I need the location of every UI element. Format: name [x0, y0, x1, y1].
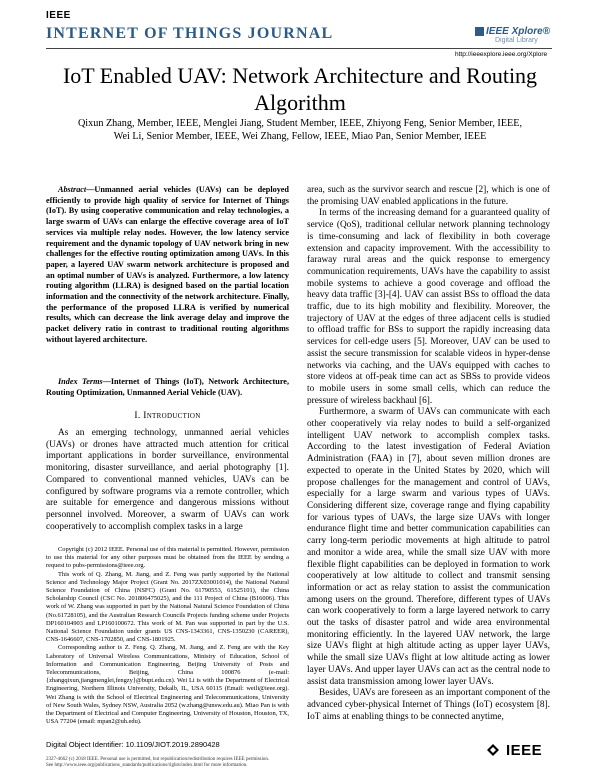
col2-paragraph-4: Besides, UAVs are foreseen as an important component of the advanced cyber-physical Internet of Things (IoT) ecosystem [8]. IoT aims at enabling things to be connected anytime, [307, 688, 550, 722]
abstract-text: —Unmanned aerial vehicles (UAVs) can be deployed efficiently to provide high quality of service for Internet of Things (IoT). By using cooperative communication and relay technologies, a large swarm of UAVs can enlarge the effective coverage area of IoT services via multiple relay nodes. However, the low latency service requirement and the dynamic topology of UAV network bring in new challenges for the effective routing optimization among UAVs. In this paper, a layered UAV swarm network architecture is proposed and an optimal number of UAVs is analyzed. Furthermore, a low latency routing algorithm (LLRA) is designed based on the partial location information and the connectivity of the network architecture. Finally, the performance of the proposed LLRA is verified by numerical results, which can decrease the link average delay and improve the packet delivery ratio in contrast to traditional routing algorithms without layered architecture. [46, 185, 289, 344]
ieee-diamond-icon [487, 744, 499, 756]
ieee-xplore-logo [475, 26, 550, 44]
footnotes [46, 546, 289, 726]
doi: Digital Object Identifier: 10.1109/JIOT.2019.2890428 [46, 740, 220, 749]
header-rule [46, 48, 552, 49]
header-ieee-label: IEEE [46, 10, 71, 21]
right-column [307, 185, 550, 723]
xplore-logo-text: IEEE Xplore® [486, 26, 551, 37]
author-list [46, 117, 554, 143]
col2-paragraph-1: area, such as the survivor search and rescue [2], which is one of the promising UAV enabled applications in the future. [307, 185, 550, 207]
footnote-copyright: Copyright (c) 2012 IEEE. Personal use of this material is permitted. However, permission to use this material for any other purposes must be obtained from the IEEE by sending a request to pubs-permissions@ieee.org. [46, 546, 289, 570]
col2-paragraph-2: In terms of the increasing demand for a guaranteed quality of service (QoS), traditional cellular network planning technology is time-consuming and lack of flexibility in both coverage extension and capacity improvement. With the accessibility to faraway rural areas and the quick response to emergency communication requirements, UAVs have the capability to assist mobile systems to achieve a good coverage and offload the heavy data traffic [3]-[4]. UAV can assist BSs to offload the data traffic, due to its high mobility and flexibility. Moreover, the trajectory of UAV at the edges of three adjacent cells is studied to offload traffic for BSs to support the rapidly increasing data services for cell-edge users [5]. Moreover, UAV can be used to assist the secure transmission for scalable videos in hyper-dense networks via caching, and the UAVs equipped with caches to store videos at off-peak time can act as SBSs to provide videos to mobile users in some small cells, which can reduce the pressure of wireless backhaul [6]. [307, 208, 550, 406]
ieee-logo: IEEE [506, 742, 543, 759]
index-terms-label: Index Terms [58, 377, 103, 386]
footer-line-1: 2327-4662 (c) 2018 IEEE. Personal use is permitted, but republication/redistribution requires IEEE permission. [46, 757, 270, 762]
copyright-footer [46, 757, 366, 769]
footer-line-2: See http://www.ieee.org/publications_standards/publications/rights/index.html for more information. [46, 763, 248, 769]
index-terms-text: —Internet of Things (IoT), Network Architecture, Routing Optimization, Unmanned Aerial Vehicle (UAV). [46, 377, 289, 397]
abstract-label: Abstract [58, 185, 87, 194]
authors-line-1: Qixun Zhang, Member, IEEE, Menglei Jiang, Student Member, IEEE, Zhiyong Feng, Senior Member, IEEE, [77, 118, 523, 129]
xplore-url[interactable]: http://ieeexplore.ieee.org/Xplore [455, 51, 548, 58]
intro-paragraph-1: As an emerging technology, unmanned aerial vehicles (UAVs) or drones have attracted much attention for critical important applications in border surveillance, environmental monitoring, disaster surveillance, and aerial photography [1]. Compared to conventional manned vehicles, UAVs can be configured by software programs via a remote controller, which are suitable for emergence and dangerous missions without personnel involved. Moreover, a swarm of UAVs can work cooperatively to accomplish complex tasks in a large [46, 428, 289, 532]
xplore-subtitle: Digital Library [495, 37, 538, 44]
authors-line-2: Wei Li, Senior Member, IEEE, Wei Zhang, Fellow, IEEE, Miao Pan, Senior Member, IEEE [113, 131, 487, 142]
col2-paragraph-3: Furthermore, a swarm of UAVs can communicate with each other cooperatively via relay nodes to build a self-organized intelligent UAV network to accomplish complex tasks. According to the latest investigation of Federal Aviation Administration (FAA) in [7], about seven million drones are expected to operate in the United States by 2020, which will propose challenges for the management and control of UAVs, especially for a large swarm and various types of UAVs. Considering different size, coverage range and flying capability for various types of UAVs, the large size UAVs with longer endurance flight time and better communication capabilities can carry long-term periodic movements at high altitude to patrol and monitor a wide area, while the small size UAV with more flexible flight capabilities can be deployed in formation to work cooperatively at low altitude to collect and transmit sensing information or act as relay station to assist the communication among users on the ground. Therefore, different types of UAVs can work cooperatively to form a large layered network to carry out the tasks of disaster patrol and wide area environmental monitoring efficiently. In the layered UAV network, the large size UAVs flight at high altitude acting as upper layer UAVs, while the small size UAVs flight at low altitude acting as lower layer UAVs. And upper layer UAVs can act as the central node to assist data transmission among lower layer UAVs. [307, 407, 550, 687]
index-terms [46, 377, 289, 398]
footnote-funding: This work of Q. Zhang, M. Jiang, and Z. Feng was partly supported by the National Science and Technology Major Project (Grant No. 2017ZX03001014), the National Natural Science Foundation of China (NSFC) (Grant No. 61790553, 61525101), the China Scholarship Council (CSC No. 201806475025), and the 111 Project of China (B16006). This work of W. Zhang was supported in part by the National Natural Science Foundation of China (No.61728105), and the Australian Research Councils Projects funding scheme under Projects DP160104903 and LP160100672. This work of M. Pan was supported in part by the U.S. National Science Foundation under grants US CNS-1343361, CNS-1350230 (CAREER), CNS-1646607, CNS-1702850, and CNS-1801925. [46, 570, 289, 644]
journal-name: INTERNET OF THINGS JOURNAL [46, 25, 334, 42]
abstract [46, 185, 289, 346]
section-heading-introduction: I. Introduction [134, 411, 201, 421]
footnote-affiliations: Corresponding author is Z. Feng. Q. Zhang, M. Jiang, and Z. Feng are with the Key Laboratory of Universal Wireless Communications, Ministry of Education, School of Information and Communication Engineering, Beijing University of Posts and Telecommunications, Beijing, China 100876 (e-mail: {zhangqixun,jiangmenglei,fengzy}@bupt.edu.cn). Wei Li is with the Department of Electrical Engineering, Northern Illinois University, Dekalb, IL, USA 60115 (Email: weili@ieee.org). Wei Zhang is with the School of Electrical Engineering and Telecommunications, University of New South Wales, Sydney NSW, Australia 2052 (w.zhang@unsw.edu.au). Miao Pan is with the Department of Electrical and Computer Engineering, University of Houston, Houston, TX, USA 77204 (email: mpan2@uh.edu). [46, 644, 289, 726]
intro-paragraph [46, 428, 289, 533]
xplore-square-icon [475, 27, 484, 36]
paper-title: IoT Enabled UAV: Network Architecture and Routing Algorithm [62, 63, 538, 115]
